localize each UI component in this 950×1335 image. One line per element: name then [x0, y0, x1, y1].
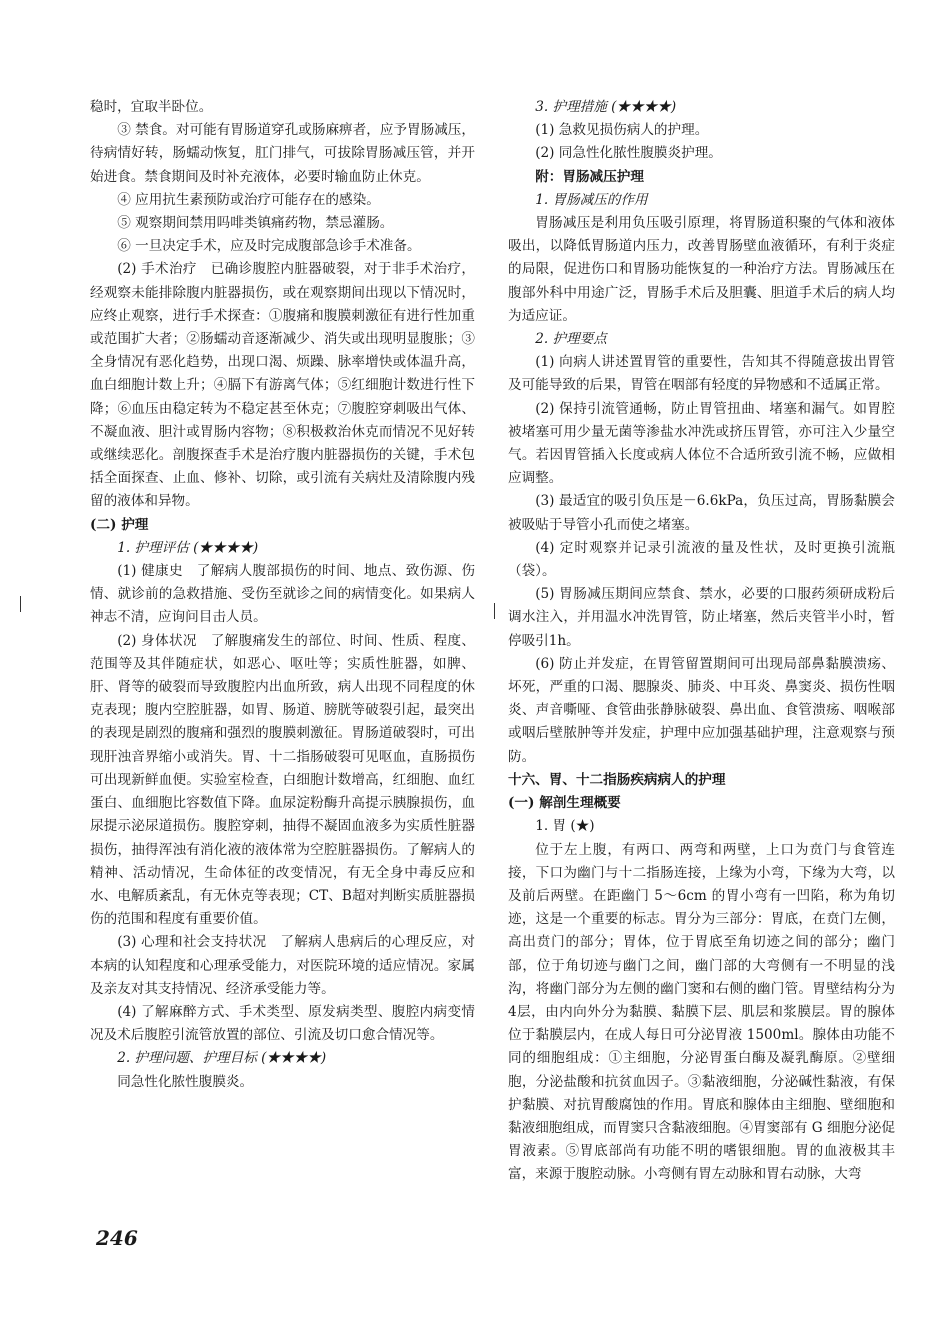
paragraph: 1. 胃 (★)	[535, 818, 595, 835]
paragraph: (1) 向病人讲述置胃管的重要性，告知其不得随意拔出胃管及可能导致的后果，胃管在咽部有轻度的异物感和不适属正常。	[508, 354, 895, 394]
subsection-heading: 1. 胃肠减压的作用	[535, 191, 648, 208]
margin-mark	[494, 603, 495, 619]
paragraph: ④ 应用抗生素预防或治疗可能存在的感染。	[117, 191, 380, 208]
section-heading: 附：胃肠减压护理	[535, 168, 644, 185]
paragraph: 胃肠减压是利用负压吸引原理，将胃肠道积聚的气体和液体吸出，以降低胃肠道内压力，改善胃肠壁血液循环，有利于炎症的局限，促进伤口和胃肠功能恢复的一种治疗方法。胃肠减压在腹部外科中用途广泛，胃肠手术后及胆囊、胆道手术后的病人均为适应证。	[508, 215, 895, 324]
paragraph: 位于左上腹，有两口、两弯和两壁，上口为贲门与食管连接，下口为幽门与十二指肠连接，上缘为小弯，下缘为大弯，以及前后两壁。在距幽门 5～6cm 的胃小弯有一凹陷，称为角切迹，这是一个重要的标志。胃分为三部分：胃底，在贲门左侧，高出贲门的部分；胃体，位于胃底至角切迹之间的部分；幽门部，位于角切迹与幽门之间，幽门部的大弯侧有一不明显的浅沟，将幽门部分为左侧的幽门窦和右侧的幽门管。胃壁结构分为4层，由内向外分为黏膜、黏膜下层、肌层和浆膜层。胃的腺体位于黏膜层内，在成人每日可分泌胃液 1500ml。腺体由功能不同的细胞组成：①主细胞，分泌胃蛋白酶及凝乳酶原。②壁细胞，分泌盐酸和抗贫血因子。③黏液细胞，分泌碱性黏液，有保护黏膜、对抗胃酸腐蚀的作用。胃底和腺体由主细胞、壁细胞和黏液细胞组成，而胃窦只含黏液细胞。④胃窦部有 G 细胞分泌促胃液素。⑤胃底部尚有功能不明的嗜银细胞。胃的血液极其丰富，来源于腹腔动脉。小弯侧有胃左动脉和胃右动脉，大弯	[508, 841, 895, 1183]
section-heading: (二) 护理	[90, 516, 149, 533]
section-heading: 十六、胃、十二指肠疾病病人的护理	[508, 771, 726, 788]
paragraph: (2) 手术治疗 已确诊腹腔内脏器破裂，对于非手术治疗，经观察未能排除腹内脏器损伤，或在观察期间出现以下情况时，应终止观察，进行手术探查：①腹痛和腹膜刺激征有进行性加重或范围扩大者；②肠蠕动音逐渐减少、消失或出现明显腹胀；③全身情况有恶化趋势，出现口渴、烦躁、脉率增快或体温升高，血白细胞计数上升；④膈下有游离气体；⑤红细胞计数进行性下降；⑥血压由稳定转为不稳定甚至休克；⑦腹腔穿刺吸出气体、不凝血液、胆汁或胃肠内容物；⑧积极救治休克而情况不见好转或继续恶化。剖腹探查手术是治疗腹内脏器损伤的关键，手术包括全面探查、止血、修补、切除，或引流有关病灶及清除腹内残留的液体和异物。	[90, 261, 475, 510]
right-column	[508, 96, 895, 1187]
paragraph: (4) 了解麻醉方式、手术类型、原发病类型、腹腔内病变情况及术后腹腔引流管放置的部位、引流及切口愈合情况等。	[90, 1003, 475, 1044]
paragraph: (3) 最适宜的吸引负压是－6.6kPa，负压过高，胃肠黏膜会被吸贴于导管小孔而使之堵塞。	[508, 493, 895, 533]
paragraph: 同急性化脓性腹膜炎。	[117, 1073, 254, 1090]
subsection-heading: 2. 护理要点	[535, 331, 607, 348]
paragraph: (3) 心理和社会支持状况 了解病人患病后的心理反应，对本病的认知程度和心理承受能力，对医院环境的适应情况。家属及亲友对其支持情况、经济承受能力等。	[90, 934, 475, 997]
paragraph: (2) 身体状况 了解腹痛发生的部位、时间、性质、程度、范围等及其伴随症状，如恶心、呕吐等；实质性脏器，如脾、肝、肾等的破裂而导致腹腔内出血所致，病人出现不同程度的休克表现；腹内空腔脏器，如胃、肠道、膀胱等破裂引起，最突出的表现是剧烈的腹痛和强烈的腹膜刺激征。胃肠道破裂时，可出现肝浊音界缩小或消失。胃、十二指肠破裂可见呕血，直肠损伤可出现新鲜血便。实验室检查，白细胞计数增高，红细胞、血红蛋白、血细胞比容数值下降。血尿淀粉酶升高提示胰腺损伤，血尿提示泌尿道损伤。腹腔穿刺，抽得不凝固血液多为实质性脏器损伤，抽得浑浊有消化液的液体常为空腔脏器损伤。了解病人的精神、活动情况，生命体征的改变情况，有无全身中毒反应和水、电解质紊乱，有无休克等表现；CT、B超对判断实质脏器损伤的范围和程度有重要价值。	[90, 632, 475, 928]
paragraph: ③ 禁食。对可能有胃肠道穿孔或肠麻痹者，应予胃肠减压，待病情好转，肠蠕动恢复，肛门排气，可拔除胃肠减压管，并开始进食。禁食期间及时补充液体，必要时输血防止休克。	[90, 122, 475, 185]
paragraph: (4) 定时观察并记录引流液的量及性状，及时更换引流瓶（袋）。	[508, 539, 895, 580]
paragraph: (6) 防止并发症，在胃管留置期间可出现局部鼻黏膜溃疡、坏死，严重的口渴、腮腺炎、肺炎、中耳炎、鼻窦炎、损伤性咽炎、声音嘶哑、食管曲张静脉破裂、鼻出血、食管溃疡、咽喉部或咽后壁脓肿等并发症，护理中应加强基础护理，注意观察与预防。	[508, 655, 895, 765]
subsection-heading: 3. 护理措施 (★★★★)	[535, 99, 677, 115]
section-heading: (一) 解剖生理概要	[508, 795, 621, 812]
paragraph: ⑥ 一旦决定手术，应及时完成腹部急诊手术准备。	[117, 238, 421, 255]
paragraph: (1) 急救见损伤病人的护理。	[535, 122, 709, 139]
paragraph: (2) 同急性化脓性腹膜炎护理。	[535, 145, 722, 162]
margin-mark	[20, 596, 21, 612]
paragraph: (2) 保持引流管通畅，防止胃管扭曲、堵塞和漏气。如胃腔被堵塞可用少量无菌等渗盐水冲洗或挤压胃管，亦可注入少量空气。若因胃管插入长度或病人体位不合适所致引流不畅，应做相应调整。	[508, 400, 895, 487]
left-column	[90, 96, 475, 1094]
paragraph: (1) 健康史 了解病人腹部损伤的时间、地点、致伤源、伤情、就诊前的急救措施、受伤至就诊之间的病情变化。如果病人神志不清，应询问目击人员。	[90, 563, 475, 626]
subsection-heading: 2. 护理问题、护理目标 (★★★★)	[117, 1050, 327, 1067]
paragraph: 稳时，宜取半卧位。	[90, 99, 213, 115]
paragraph: ⑤ 观察期间禁用吗啡类镇痛药物，禁忌灌肠。	[117, 215, 394, 232]
page-number: 246	[96, 1226, 138, 1250]
subsection-heading: 1. 护理评估 (★★★★)	[117, 539, 259, 556]
paragraph: (5) 胃肠减压期间应禁食、禁水，必要的口服药须研成粉后调水注入，并用温水冲洗胃管，防止堵塞，然后夹管半小时，暂停吸引1h。	[508, 586, 895, 649]
